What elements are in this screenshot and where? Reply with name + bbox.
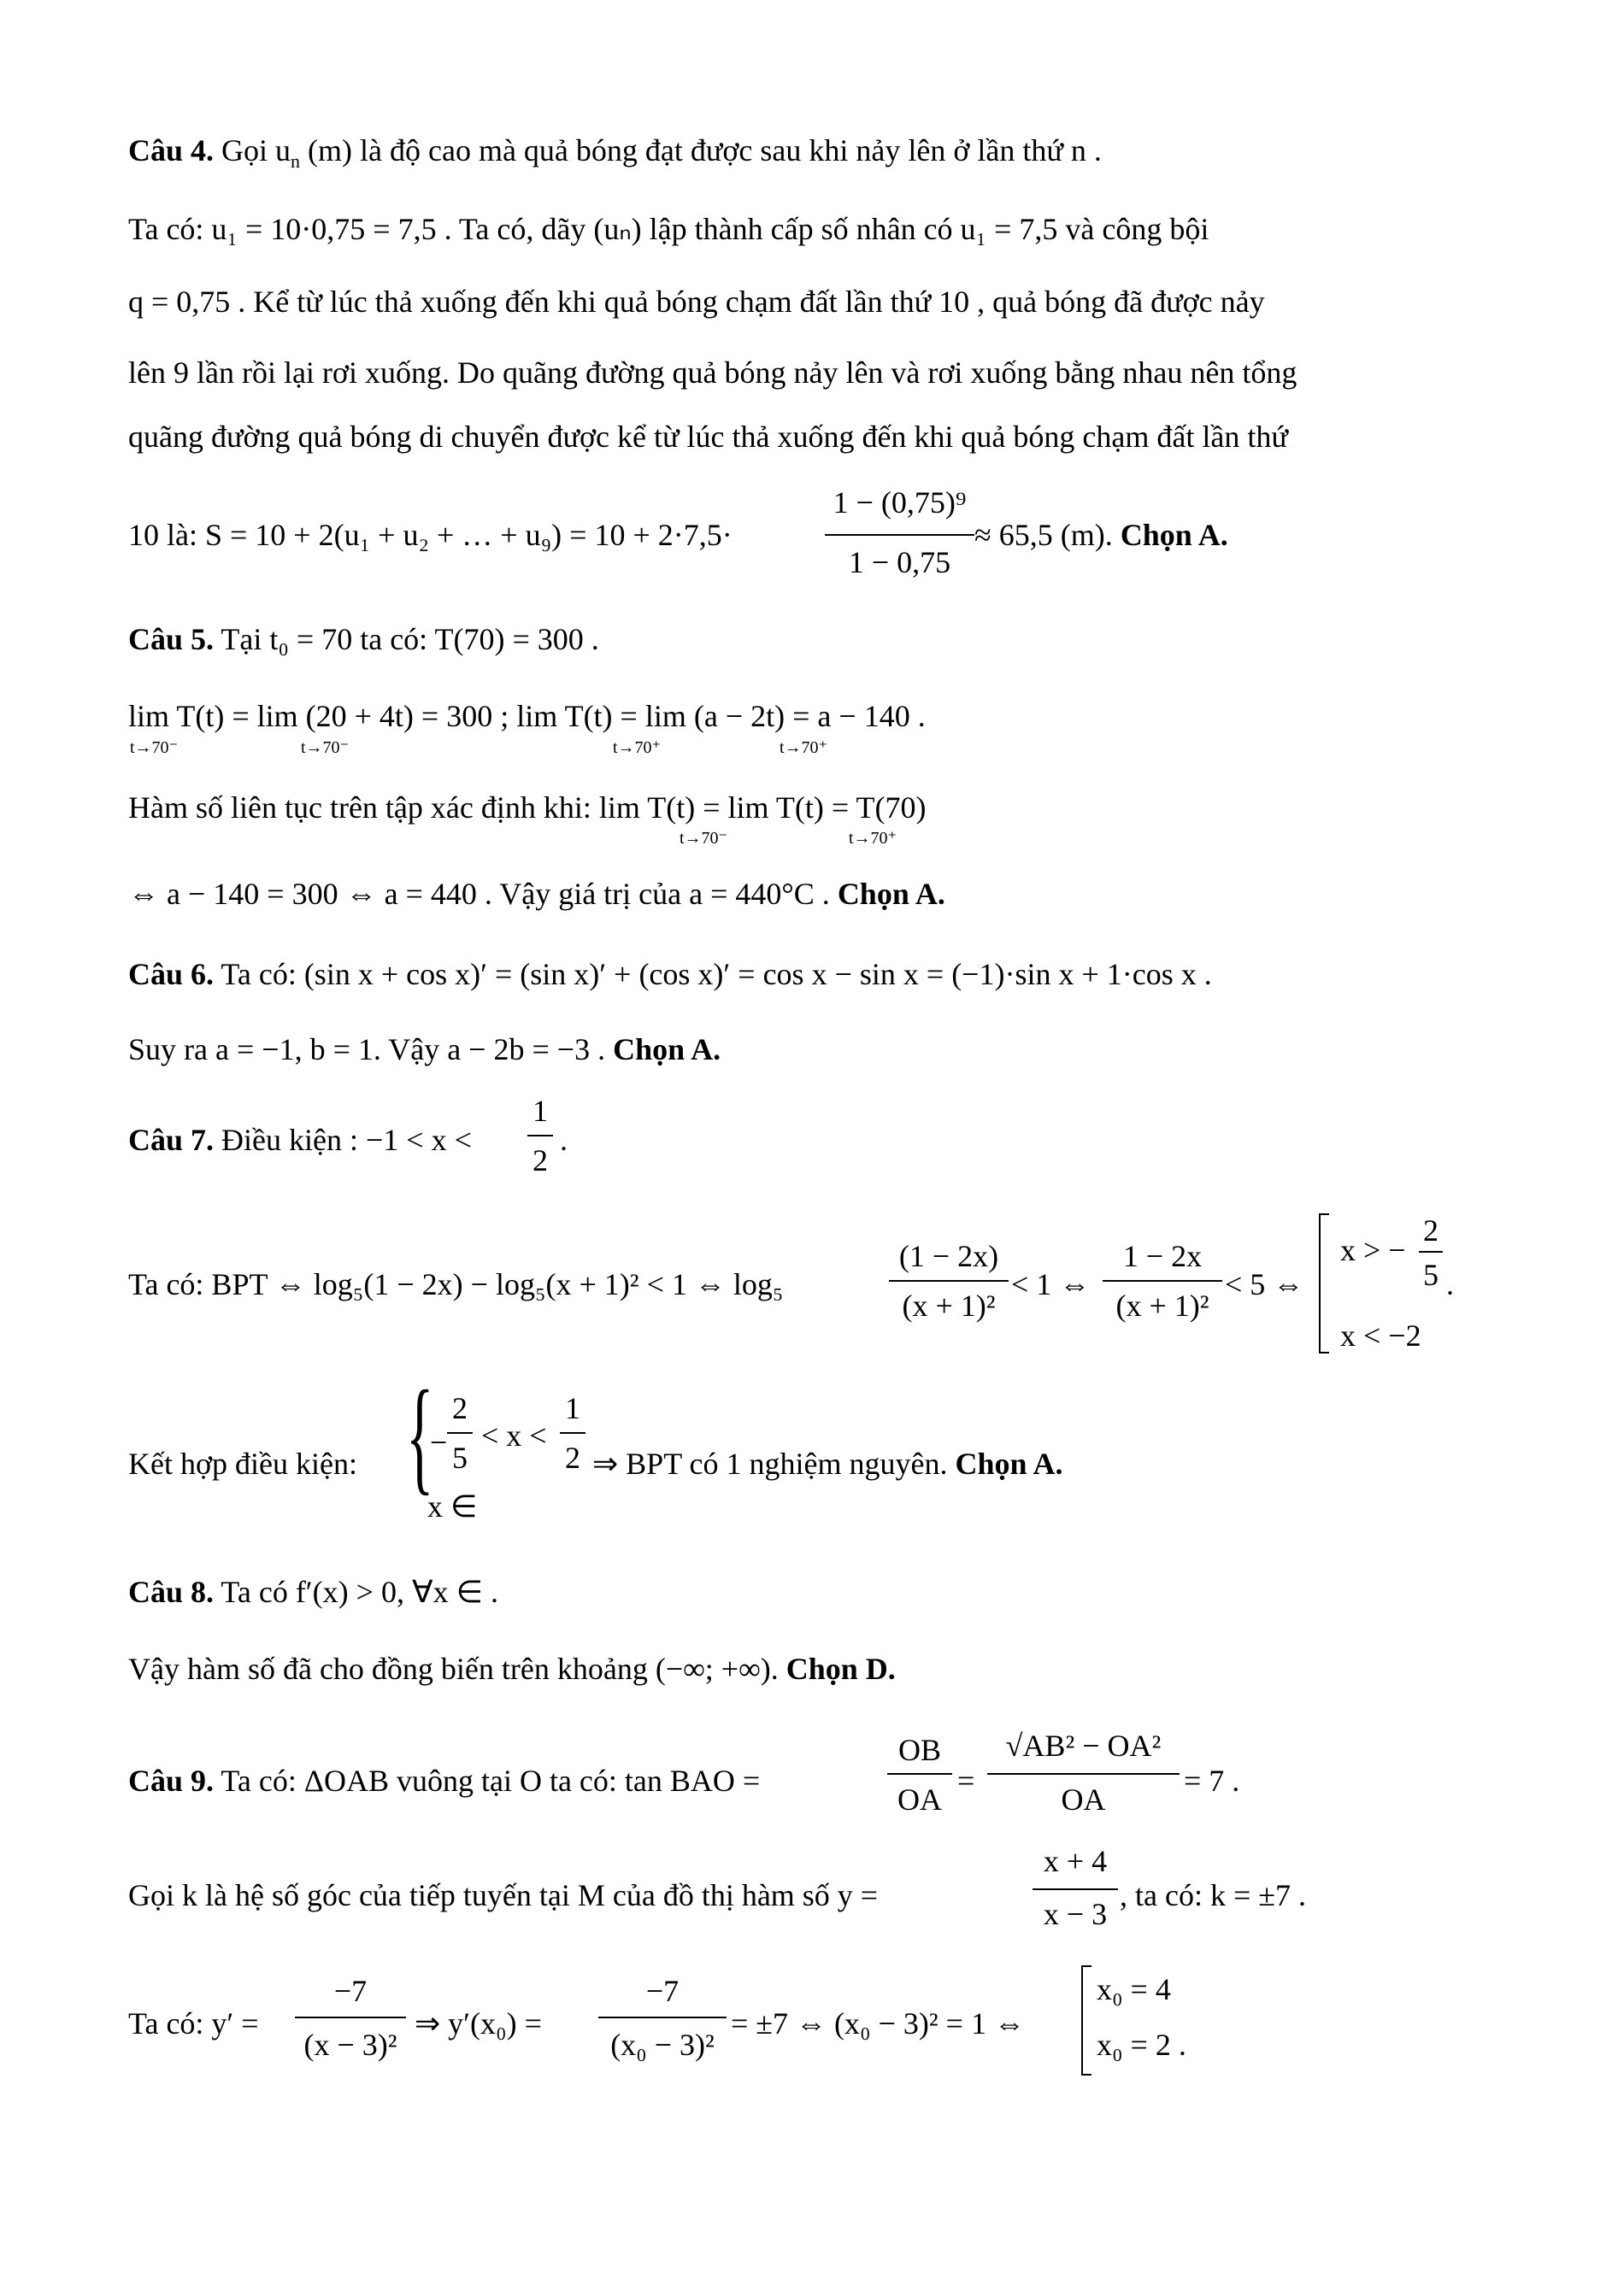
q5-answer: Chọn A. [829,877,945,911]
q5-line-3: Hàm số liên tục trên tập xác định khi: lim T(t) = lim T(t) = T(70) [128,790,927,825]
q4-line-3: q = 0,75 . Kể từ lúc thả xuống đến khi quả bóng chạm đất lần thứ 10 , quả bóng đã được nảy [128,285,1265,319]
q9-line-3-end: = ±7 ⇔ (x₀ − 3)² = 1 ⇔ [731,2006,1025,2041]
q4-line-4: lên 9 lần rồi lại rơi xuống. Do quãng đường quả bóng nảy lên và rơi xuống bằng nhau nên tổng [128,355,1297,390]
q4-line-5: quãng đường quả bóng di chuyển được kể từ lúc thả xuống đến khi quả bóng chạm đất lần thứ [128,420,1288,454]
q9-func-den: x − 3 [1043,1897,1108,1931]
q7-brace-num-2: 1 [565,1391,580,1425]
q7-bracket-end: . [1446,1267,1454,1301]
q7-answer: Chọn A. [947,1447,1063,1481]
q5-label: Câu 5. [128,622,215,656]
q7-cond-den: 2 [533,1143,548,1177]
q9-line-2: Gọi k là hệ số góc của tiếp tuyến tại M của đồ thị hàm số y = [128,1878,879,1912]
q7-bracket-1 [1319,1213,1329,1354]
q7-frac1-bar [889,1280,1009,1282]
q6-conclusion: Suy ra a = −1, b = 1. Vậy a − 2b = −3 . [128,1032,606,1066]
q6-label: Câu 6. [128,957,215,991]
q8-answer: Chọn D. [778,1652,896,1686]
q9-line-2-end: , ta có: k = ±7 . [1120,1878,1307,1912]
q8-text: Ta có f′(x) > 0, ∀x ∈ . [214,1575,498,1609]
q4-sum-formula: 10 là: S = 10 + 2(u₁ + u₂ + … + u₉) = 10 + 2·7,5· [128,518,733,552]
q7-frac2-den: (x + 1)² [1115,1289,1209,1323]
q7-brace-row-2: x ∈ [427,1489,478,1524]
q4-line-1 [128,133,1102,173]
q5-lim-sub-4: t→70⁺ [780,738,828,757]
q9-deriv2-den: (x₀ − 3)² [610,2028,715,2062]
q4-fraction-denominator: 1 − 0,75 [848,545,951,579]
q4-result: ≈ 65,5 (m). [974,518,1113,552]
q9-bracket-row-1: x₀ = 4 [1097,1972,1171,2006]
q9-func-bar [1033,1888,1118,1890]
q7-bracket-row-1: x > − [1340,1233,1406,1267]
q9-deriv2-num: −7 [645,1974,680,2008]
q7-bracket-bar [1419,1251,1443,1253]
q7-line-3: Kết hợp điều kiện: [128,1447,357,1481]
q5-line-1 [128,624,599,655]
q7-condition: Điều kiện : −1 < x < [214,1123,472,1157]
q5-conclusion: ⇔ a − 140 = 300 ⇔ a = 440 . Vậy giá trị của a = 440°C . [128,877,830,911]
q6-line-1 [128,959,1212,989]
q5-lim-sub-2: t→70⁻ [301,738,350,757]
q5-text: Tại t₀ = 70 ta có: T(70) = 300 . [214,622,599,656]
q9-deriv-den: (x − 3)² [303,2028,397,2062]
q9-line-1-end: = 7 . [1184,1764,1240,1798]
q7-bracket-den: 5 [1423,1258,1439,1292]
q7-line-2-mid: < 1 ⇔ [1011,1267,1091,1301]
q9-bracket [1081,1965,1091,2076]
q9-frac2-num: √AB² − OA² [1005,1729,1162,1763]
q5-line-2: lim T(t) = lim (20 + 4t) = 300 ; lim T(t) = lim (a − 2t) = a − 140 . [128,699,926,733]
q7-brace-row-1b: < x < [481,1418,547,1453]
q7-conclusion: ⇒ BPT có 1 nghiệm nguyên. [592,1447,948,1481]
q9-eq-sign: = [957,1764,975,1798]
q9-text: Ta có: ΔOAB vuông tại O ta có: tan BAO = [214,1764,761,1798]
q4-line-6 [128,520,733,550]
q7-bracket-row-2: x < −2 [1340,1318,1421,1353]
q7-bracket-num: 2 [1423,1213,1439,1248]
q4-answer: Chọn A. [1112,518,1228,552]
q8-conclusion: Vậy hàm số đã cho đồng biến trên khoảng (−∞; +∞). [128,1652,779,1686]
q9-bracket-row-2: x₀ = 2 . [1097,2028,1186,2062]
q4-text: Gọi u [214,133,291,167]
q7-frac2-bar [1103,1280,1222,1282]
q4-fraction-bar [825,534,974,536]
q7-brace-den-1: 5 [452,1441,468,1475]
q4-sub: n [291,150,301,173]
q9-func-num: x + 4 [1043,1844,1108,1878]
q9-deriv2-bar [598,2017,727,2018]
q6-answer: Chọn A. [605,1032,721,1066]
q5-lim-sub-1: t→70⁻ [130,738,179,757]
q4-line-6-end [974,520,1228,550]
q7-brace-num-1: 2 [452,1391,468,1425]
q9-frac2-bar [987,1773,1180,1775]
q9-frac1-bar [887,1773,952,1775]
q7-cond-end: . [560,1123,568,1157]
q7-frac1-num: (1 − 2x) [898,1239,999,1273]
q7-brace-den-2: 2 [565,1441,580,1475]
q9-deriv-bar [295,2017,406,2018]
q9-deriv-num: −7 [333,1974,368,2008]
q4-fraction-numerator: 1 − (0,75)⁹ [833,485,967,520]
q9-label: Câu 9. [128,1764,215,1798]
q7-line-2: Ta có: BPT ⇔ log₅(1 − 2x) − log₅(x + 1)² < 1 ⇔ log₅ [128,1267,784,1301]
q6-line-2 [128,1034,721,1065]
q5-lim-sub-3: t→70⁺ [613,738,662,757]
q7-cond-bar [527,1135,553,1136]
q5-line-4 [128,878,945,909]
q7-frac2-num: 1 − 2x [1122,1239,1203,1273]
q7-cond-num: 1 [533,1094,548,1128]
q9-line-3-mid: ⇒ y′(x₀) = [415,2006,542,2041]
q4-label: Câu 4. [128,133,215,167]
q7-brace-bar-2 [560,1432,585,1434]
q9-frac2-den: OA [1061,1782,1106,1817]
q8-label: Câu 8. [128,1575,215,1609]
q9-line-3: Ta có: y′ = [128,2006,259,2041]
q4-text-2: (m) là độ cao mà quả bóng đạt được sau khi nảy lên ở lần thứ n . [300,133,1102,167]
q7-line-2-end: < 5 ⇔ [1225,1267,1304,1301]
q9-line-1 [128,1765,760,1796]
q6-text: Ta có: (sin x + cos x)′ = (sin x)′ + (cos x)′ = cos x − sin x = (−1)·sin x + 1·cos x . [214,957,1212,991]
q5-lim-sub-5: t→70⁻ [680,829,728,848]
q8-line-2 [128,1653,896,1684]
q9-frac1-den: OA [897,1782,942,1817]
q7-line-1 [128,1125,472,1155]
q9-frac1-num: OB [897,1733,941,1767]
q4-line-2: Ta có: u₁ = 10·0,75 = 7,5 . Ta có, dãy (uₙ) lập thành cấp số nhân có u₁ = 7,5 và công bội [128,212,1209,246]
q7-brace-bar-1 [447,1432,473,1434]
q8-line-1 [128,1577,498,1607]
q7-brace: { [406,1365,434,1506]
q7-frac1-den: (x + 1)² [902,1289,996,1323]
q7-label: Câu 7. [128,1123,215,1157]
q7-line-3-end [592,1448,1063,1479]
q7-brace-row-1a: − [430,1425,448,1459]
q5-lim-sub-6: t→70⁺ [849,829,897,848]
